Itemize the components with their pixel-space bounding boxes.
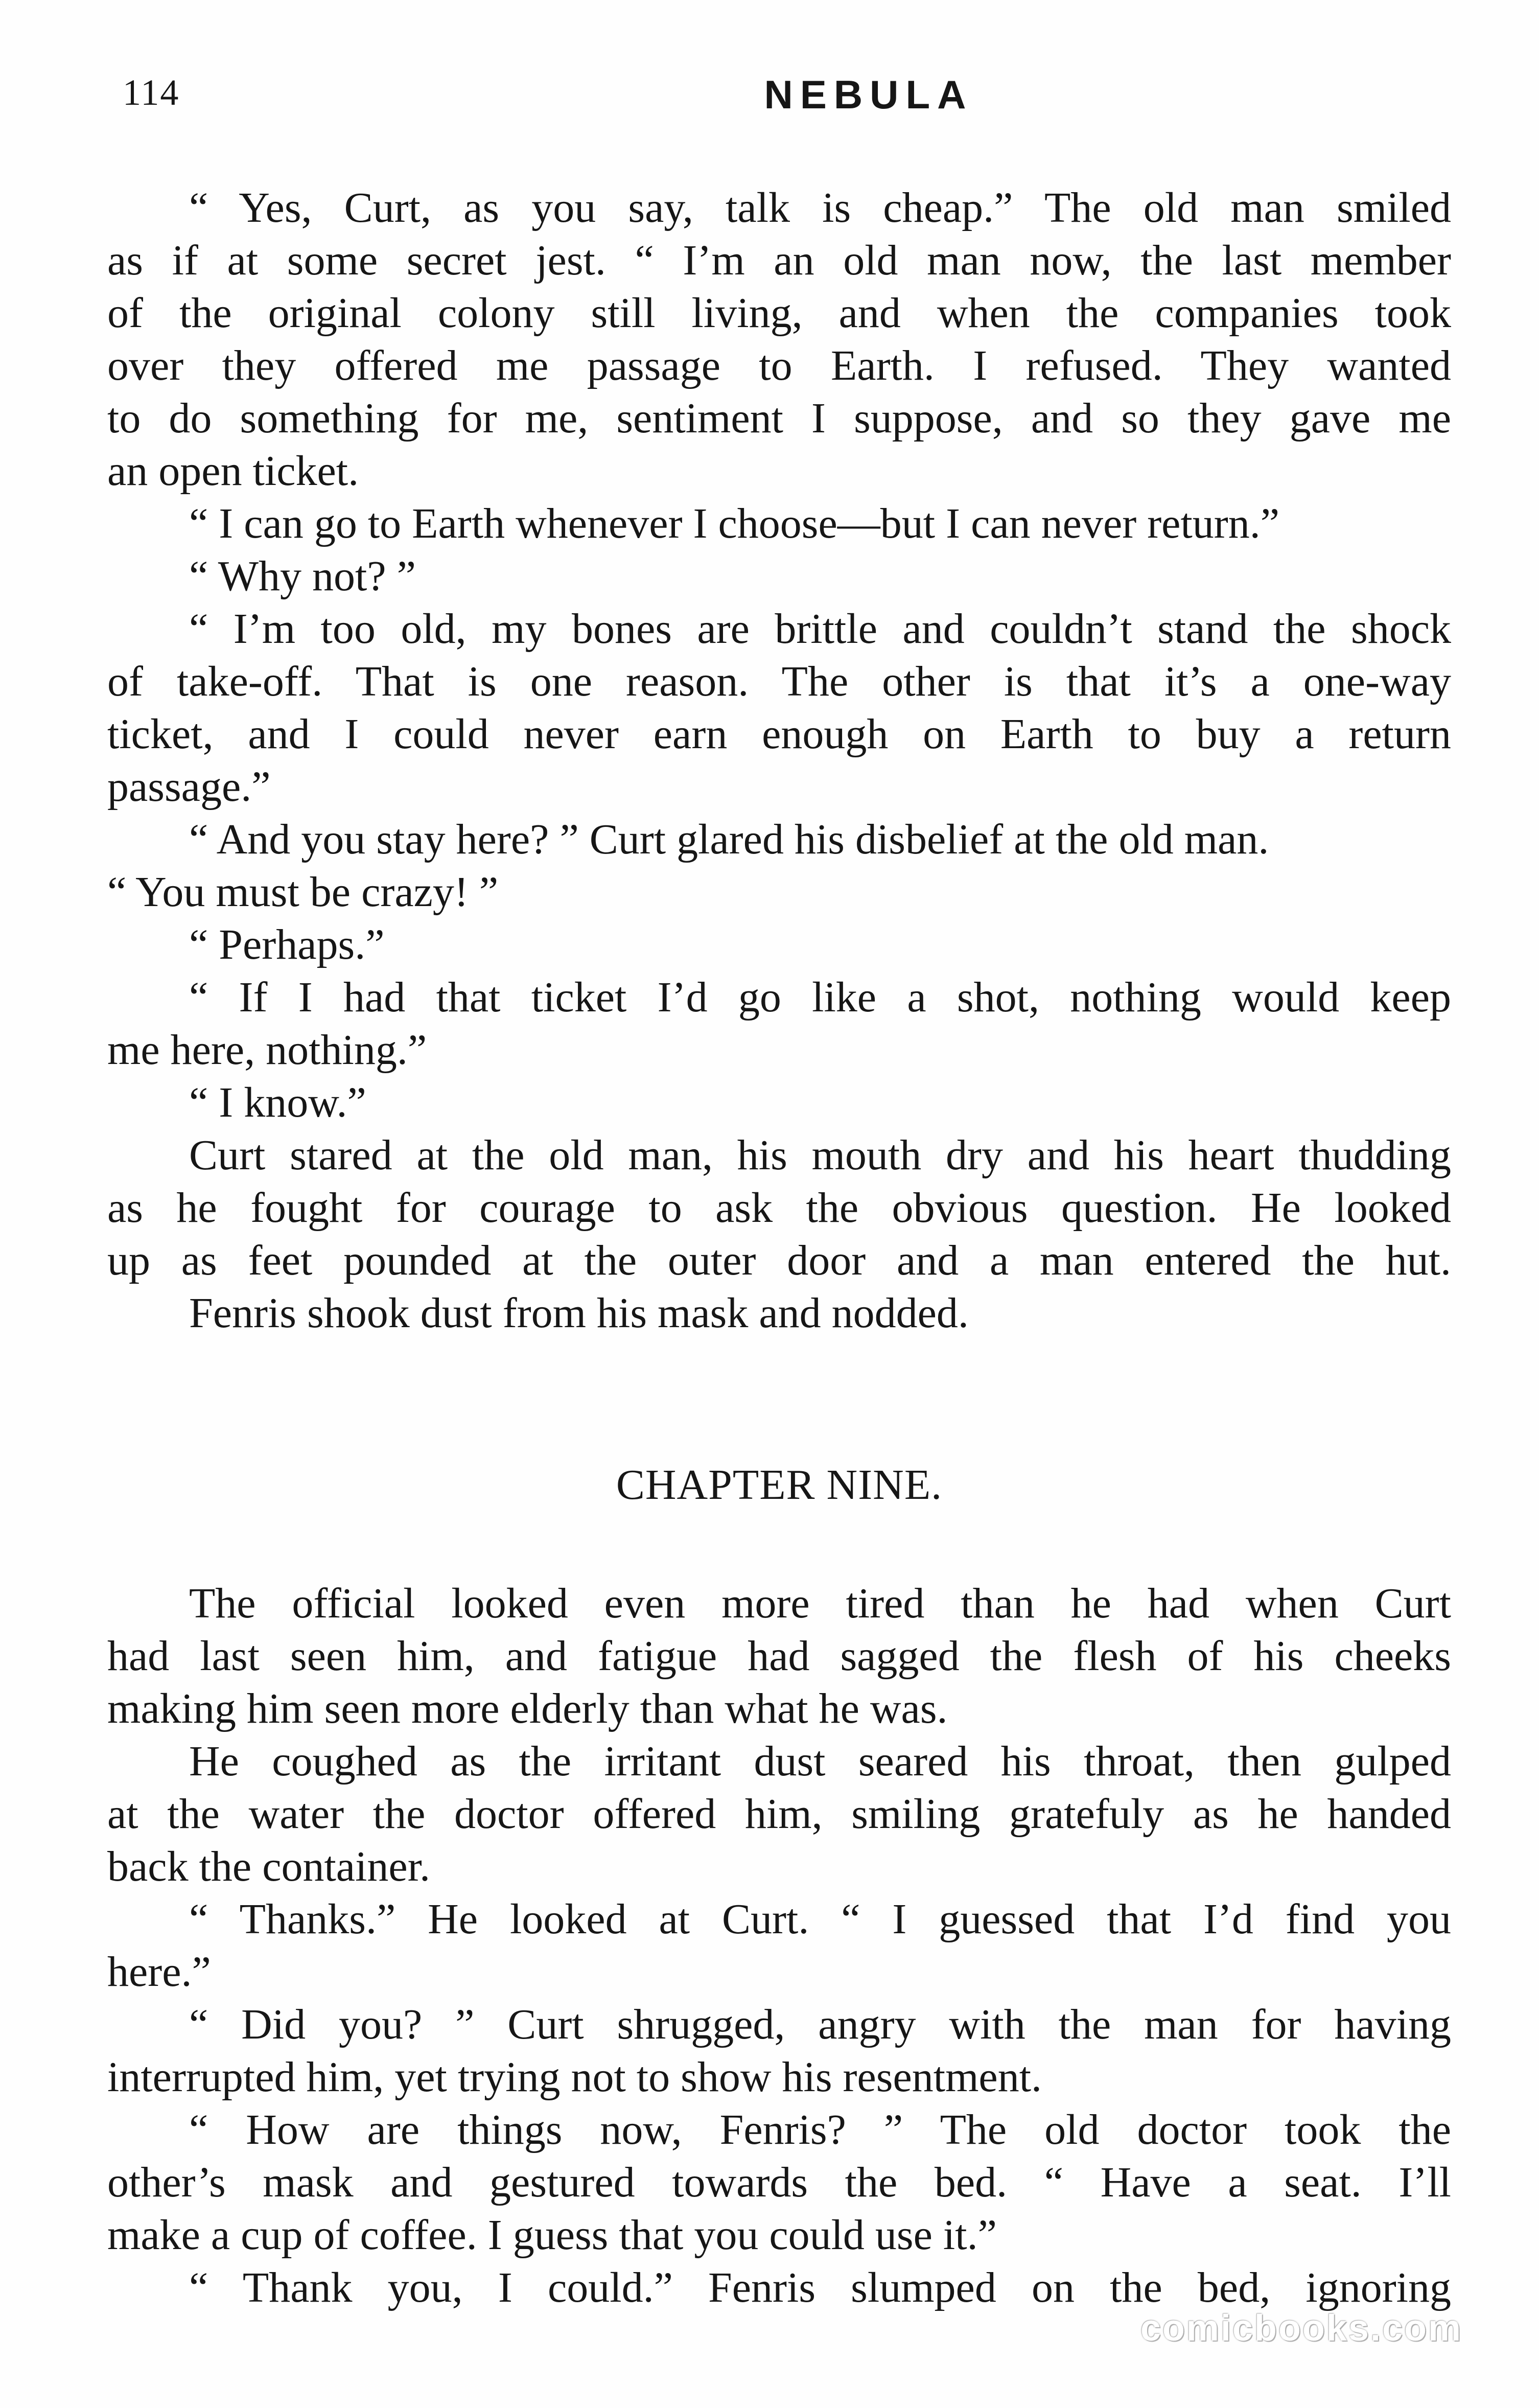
text-line: “ If I had that ticket I’d go like a shot, nothing would keep bbox=[189, 974, 1451, 1021]
text-line: of the original colony still living, and when the companies took bbox=[107, 289, 1451, 337]
text-line: making him seen more elderly than what he was. bbox=[107, 1685, 948, 1732]
text-line: “ Yes, Curt, as you say, talk is cheap.” The old man smiled bbox=[189, 184, 1451, 231]
text-after-chapter bbox=[107, 1577, 1451, 2314]
text-line: “ I know.” bbox=[189, 1079, 366, 1126]
text-line: here.” bbox=[107, 1948, 211, 1996]
text-line: an open ticket. bbox=[107, 447, 359, 495]
text-line: ticket, and I could never earn enough on Earth to buy a return bbox=[107, 710, 1451, 758]
text-line: up as feet pounded at the outer door and a man entered the hut. bbox=[107, 1237, 1451, 1284]
text-line: back the container. bbox=[107, 1843, 431, 1890]
watermark-logo: comicbooks.com bbox=[1140, 2308, 1462, 2349]
text-line: interrupted him, yet trying not to show his resentment. bbox=[107, 2053, 1042, 2101]
text-line: over they offered me passage to Earth. I refused. They wanted bbox=[107, 342, 1451, 389]
text-line: He coughed as the irritant dust seared his throat, then gulped bbox=[189, 1738, 1451, 1785]
text-line: “ Thanks.” He looked at Curt. “ I guessed that I’d find you bbox=[189, 1895, 1451, 1943]
text-line: “ How are things now, Fenris? ” The old doctor took the bbox=[189, 2106, 1451, 2154]
text-line: of take-off. That is one reason. The other is that it’s a one-way bbox=[107, 658, 1451, 705]
text-line: “ Perhaps.” bbox=[189, 921, 385, 968]
body-text bbox=[107, 181, 1451, 2314]
text-line: “ And you stay here? ” Curt glared his disbelief at the old man. bbox=[189, 816, 1269, 863]
text-line: other’s mask and gestured towards the bed. “ Have a seat. I’ll bbox=[107, 2159, 1451, 2206]
text-line: “ Why not? ” bbox=[189, 552, 416, 600]
text-line: as he fought for courage to ask the obvious question. He looked bbox=[107, 1184, 1451, 1232]
text-line: at the water the doctor offered him, smiling gratefuly as he handed bbox=[107, 1790, 1451, 1838]
text-before-chapter bbox=[107, 181, 1451, 1339]
text-line: “ Thank you, I could.” Fenris slumped on the bed, ignoring bbox=[189, 2264, 1451, 2311]
text-line: make a cup of coffee. I guess that you could use it.” bbox=[107, 2211, 997, 2259]
running-head: NEBULA bbox=[764, 72, 973, 117]
page-header bbox=[123, 72, 1441, 128]
text-line: passage.” bbox=[107, 763, 271, 811]
text-line: “ Did you? ” Curt shrugged, angry with the man for having bbox=[189, 2001, 1451, 2048]
text-line: Curt stared at the old man, his mouth dry and his heart thudding bbox=[189, 1131, 1451, 1179]
text-line: to do something for me, sentiment I suppose, and so they gave me bbox=[107, 395, 1451, 442]
text-line: Fenris shook dust from his mask and nodded. bbox=[189, 1289, 969, 1337]
text-line: as if at some secret jest. “ I’m an old man now, the last member bbox=[107, 237, 1451, 284]
text-line: “ You must be crazy! ” bbox=[107, 868, 499, 916]
chapter-heading: CHAPTER NINE. bbox=[616, 1461, 943, 1509]
text-line: me here, nothing.” bbox=[107, 1026, 427, 1074]
text-line: “ I’m too old, my bones are brittle and couldn’t stand the shock bbox=[189, 605, 1451, 653]
chapter-spacer-bottom bbox=[107, 1521, 1451, 1577]
text-line: The official looked even more tired than he had when Curt bbox=[189, 1580, 1451, 1627]
chapter-spacer-top bbox=[107, 1339, 1451, 1449]
text-line: “ I can go to Earth whenever I choose—but I can never return.” bbox=[189, 500, 1280, 547]
page-number: 114 bbox=[123, 72, 180, 113]
text-line: had last seen him, and fatigue had sagged the flesh of his cheeks bbox=[107, 1632, 1451, 1680]
